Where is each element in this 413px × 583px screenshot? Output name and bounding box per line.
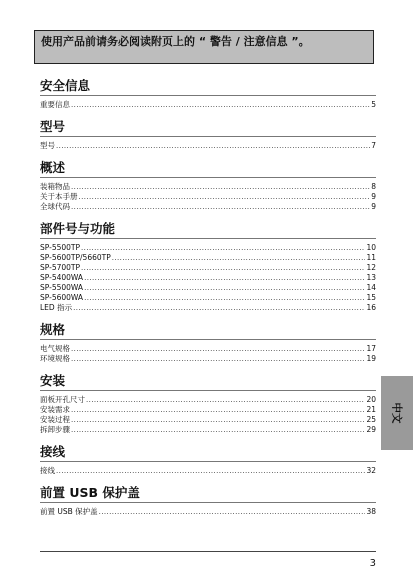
toc-section-heading: 安装 — [40, 371, 376, 391]
footer-divider — [40, 551, 376, 552]
toc-entry-page: 8 — [371, 182, 376, 191]
toc-entry-page: 12 — [366, 263, 376, 272]
toc-dot-leader — [81, 263, 365, 273]
toc-entry-title: 安装过程 — [40, 415, 70, 424]
toc-entry[interactable] — [40, 395, 376, 405]
toc-entry-page: 38 — [366, 507, 376, 516]
toc-entry[interactable] — [40, 253, 376, 263]
toc-section-heading: 概述 — [40, 158, 376, 178]
toc-entry-page: 19 — [366, 354, 376, 363]
toc-entry-page: 29 — [366, 425, 376, 434]
toc-section-heading: 安全信息 — [40, 76, 376, 96]
toc-section — [40, 117, 376, 158]
section-spacer — [40, 212, 376, 219]
toc-dot-leader — [84, 273, 365, 283]
section-spacer — [40, 313, 376, 320]
section-spacer — [40, 517, 376, 524]
toc-entry[interactable] — [40, 344, 376, 354]
toc-entry-title: 电气规格 — [40, 344, 70, 353]
toc-entry-page: 5 — [371, 100, 376, 109]
toc-entry[interactable] — [40, 100, 376, 110]
toc-entry-page: 9 — [371, 192, 376, 201]
toc-dot-leader — [56, 141, 370, 151]
toc-entry[interactable] — [40, 182, 376, 192]
toc-section-heading: 接线 — [40, 442, 376, 462]
toc-entry-title: SP-5400WA — [40, 273, 84, 282]
toc-dot-leader — [71, 344, 365, 354]
toc-entry-title: 关于本手册 — [40, 192, 78, 201]
toc-entry[interactable] — [40, 283, 376, 293]
toc-entry[interactable] — [40, 466, 376, 476]
toc-entry[interactable] — [40, 293, 376, 303]
toc-section — [40, 371, 376, 442]
toc-entry-title: 接线 — [40, 466, 55, 475]
toc-dot-leader — [79, 192, 371, 202]
toc-entry-title: 环境规格 — [40, 354, 70, 363]
toc-section — [40, 483, 376, 524]
toc-entry-page: 32 — [366, 466, 376, 475]
toc-entry[interactable] — [40, 354, 376, 364]
toc-entry-page: 7 — [371, 141, 376, 150]
section-spacer — [40, 110, 376, 117]
toc-entry[interactable] — [40, 405, 376, 415]
section-spacer — [40, 476, 376, 483]
toc-entry-title: 重要信息 — [40, 100, 70, 109]
toc-dot-leader — [81, 243, 365, 253]
section-spacer — [40, 151, 376, 158]
section-spacer — [40, 435, 376, 442]
toc-dot-leader — [71, 182, 370, 192]
toc-entry-title: 拆卸步骤 — [40, 425, 70, 434]
toc-entry[interactable] — [40, 263, 376, 273]
toc-entry[interactable] — [40, 415, 376, 425]
toc-entry-page: 16 — [366, 303, 376, 312]
toc-entry-title: LED 指示 — [40, 303, 73, 312]
table-of-contents — [40, 76, 376, 524]
toc-section-heading: 前置 USB 保护盖 — [40, 483, 376, 503]
toc-entry-title: 型号 — [40, 141, 55, 150]
toc-entry[interactable] — [40, 425, 376, 435]
toc-section — [40, 320, 376, 371]
toc-entry-page: 9 — [371, 202, 376, 211]
toc-section — [40, 158, 376, 219]
toc-entry-page: 14 — [366, 283, 376, 292]
toc-entry-page: 15 — [366, 293, 376, 302]
toc-dot-leader — [84, 283, 365, 293]
toc-entry-title: 面板开孔尺寸 — [40, 395, 85, 404]
toc-entry[interactable] — [40, 303, 376, 313]
toc-entry[interactable] — [40, 202, 376, 212]
toc-dot-leader — [112, 253, 366, 263]
toc-entry[interactable] — [40, 243, 376, 253]
toc-dot-leader — [84, 293, 365, 303]
toc-dot-leader — [71, 354, 365, 364]
toc-entry-page: 10 — [366, 243, 376, 252]
toc-dot-leader — [71, 100, 370, 110]
toc-entry-page: 17 — [366, 344, 376, 353]
toc-entry-title: SP-5500TP — [40, 243, 81, 252]
toc-section-heading: 部件号与功能 — [40, 219, 376, 239]
toc-dot-leader — [71, 405, 365, 415]
toc-entry-page: 21 — [366, 405, 376, 414]
warning-notice-text: 使用产品前请务必阅读附页上的 “ 警告 / 注意信息 ”。 — [41, 35, 310, 48]
toc-entry-title: 装箱物品 — [40, 182, 70, 191]
toc-section — [40, 219, 376, 320]
toc-dot-leader — [86, 395, 365, 405]
toc-dot-leader — [71, 425, 365, 435]
toc-entry[interactable] — [40, 192, 376, 202]
toc-entry-title: SP-5700TP — [40, 263, 81, 272]
toc-entry-title: 前置 USB 保护盖 — [40, 507, 98, 516]
toc-entry-title: 安装需求 — [40, 405, 70, 414]
toc-section-heading: 型号 — [40, 117, 376, 137]
toc-dot-leader — [71, 415, 365, 425]
toc-entry[interactable] — [40, 273, 376, 283]
page-number: 3 — [369, 558, 376, 569]
toc-dot-leader — [56, 466, 365, 476]
toc-entry-title: SP-5600TP/5660TP — [40, 253, 111, 262]
toc-entry-page: 20 — [366, 395, 376, 404]
language-tab-label: 中文 — [390, 402, 403, 424]
toc-dot-leader — [99, 507, 366, 517]
toc-entry-page: 25 — [366, 415, 376, 424]
toc-section-heading: 规格 — [40, 320, 376, 340]
section-spacer — [40, 364, 376, 371]
toc-section — [40, 76, 376, 117]
toc-entry[interactable] — [40, 141, 376, 151]
toc-entry-page: 11 — [366, 253, 376, 262]
toc-section — [40, 442, 376, 483]
toc-dot-leader — [71, 202, 370, 212]
language-side-tab — [381, 376, 413, 450]
warning-notice-box — [34, 30, 374, 64]
toc-entry-title: 全球代码 — [40, 202, 70, 211]
toc-entry-title: SP-5500WA — [40, 283, 84, 292]
toc-entry-page: 13 — [366, 273, 376, 282]
toc-dot-leader — [73, 303, 365, 313]
toc-entry-title: SP-5600WA — [40, 293, 84, 302]
toc-entry[interactable] — [40, 507, 376, 517]
